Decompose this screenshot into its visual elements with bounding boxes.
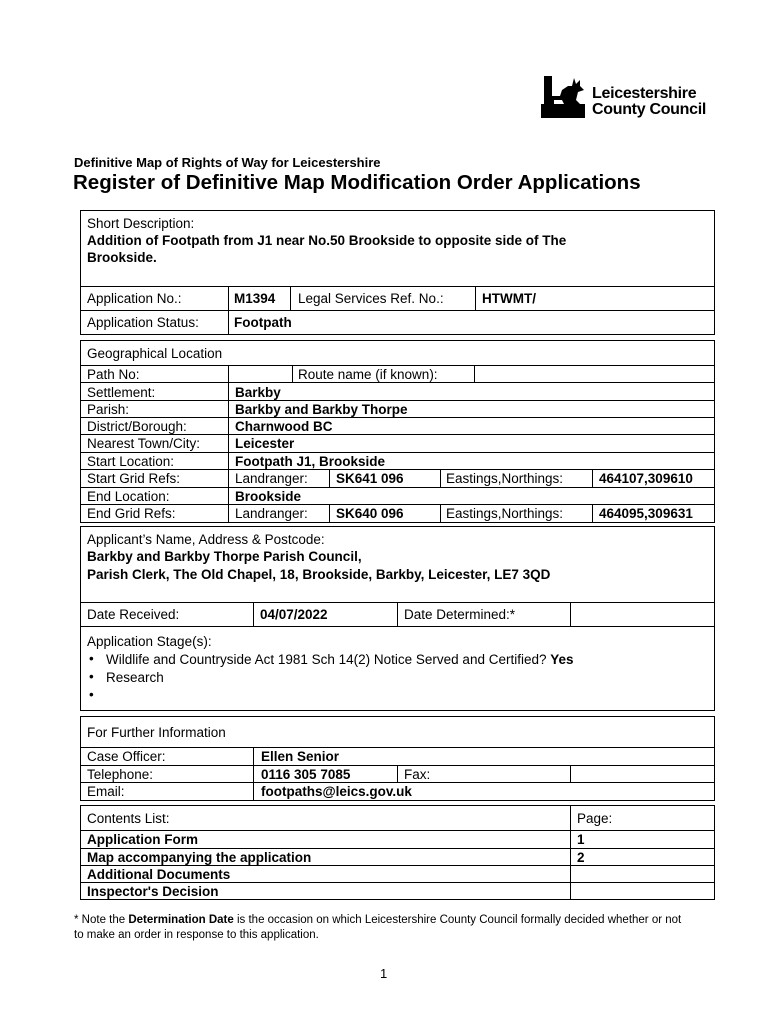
contents-row-name[interactable]: Map accompanying the application xyxy=(87,850,312,865)
short-description-line-2: Brookside. xyxy=(87,250,157,265)
applicant-line-2: Parish Clerk, The Old Chapel, 18, Brookside, Barkby, Leicester, LE7 3QD xyxy=(87,567,551,582)
application-status-label: Application Status: xyxy=(87,315,199,330)
date-determined-label: Date Determined:* xyxy=(404,607,516,622)
end-location-label: End Location: xyxy=(87,489,170,504)
bullet-icon: • xyxy=(89,651,94,666)
legal-ref-label: Legal Services Ref. No.: xyxy=(298,291,444,306)
logo-line-1: Leicestershire xyxy=(592,85,697,102)
bullet-icon: • xyxy=(89,687,94,702)
subheading: Definitive Map of Rights of Way for Leicestershire xyxy=(74,155,381,170)
start-location-value: Footpath J1, Brookside xyxy=(235,454,386,469)
case-officer-label: Case Officer: xyxy=(87,749,166,764)
start-landranger-value: SK641 096 xyxy=(336,471,404,486)
settlement-label: Settlement: xyxy=(87,385,156,400)
contents-row-page: 1 xyxy=(577,832,585,847)
contents-row-name[interactable]: Additional Documents xyxy=(87,867,231,882)
start-eastings-value: 464107,309610 xyxy=(599,471,693,486)
nearest-town-value: Leicester xyxy=(235,436,295,451)
geo-heading: Geographical Location xyxy=(87,346,223,361)
district-label: District/Borough: xyxy=(87,419,187,434)
short-description-line-1: Addition of Footpath from J1 near No.50 Brookside to opposite side of The xyxy=(87,233,567,248)
end-eastings-label: Eastings,Northings: xyxy=(446,506,564,521)
parish-value: Barkby and Barkby Thorpe xyxy=(235,402,408,417)
path-no-label: Path No: xyxy=(87,367,140,382)
start-grid-label: Start Grid Refs: xyxy=(87,471,181,486)
start-eastings-label: Eastings,Northings: xyxy=(446,471,564,486)
stage-item-1: Wildlife and Countryside Act 1981 Sch 14(2) Notice Served and Certified? Yes xyxy=(106,652,574,667)
stages-label: Application Stage(s): xyxy=(87,634,212,649)
parish-label: Parish: xyxy=(87,402,130,417)
case-officer-value: Ellen Senior xyxy=(261,749,340,764)
contents-row-name[interactable]: Inspector's Decision xyxy=(87,884,219,899)
applicant-label: Applicant’s Name, Address & Postcode: xyxy=(87,532,325,547)
end-grid-label: End Grid Refs: xyxy=(87,506,176,521)
end-landranger-value: SK640 096 xyxy=(336,506,404,521)
page-number: 1 xyxy=(380,966,388,981)
start-location-label: Start Location: xyxy=(87,454,175,469)
council-logo xyxy=(540,74,712,122)
contents-row-page: 2 xyxy=(577,850,585,865)
short-description-label: Short Description: xyxy=(87,216,195,231)
further-info-heading: For Further Information xyxy=(87,725,226,740)
application-no-label: Application No.: xyxy=(87,291,182,306)
route-name-label: Route name (if known): xyxy=(298,367,438,382)
telephone-label: Telephone: xyxy=(87,767,154,782)
email-label: Email: xyxy=(87,784,125,799)
date-received-value: 04/07/2022 xyxy=(260,607,328,622)
stage-item-2: Research xyxy=(106,670,164,685)
end-landranger-label: Landranger: xyxy=(235,506,308,521)
end-location-value: Brookside xyxy=(235,489,302,504)
application-status-value: Footpath xyxy=(234,315,292,330)
telephone-value: 0116 305 7085 xyxy=(261,767,351,782)
bullet-icon: • xyxy=(89,669,94,684)
settlement-value: Barkby xyxy=(235,385,281,400)
page-title: Register of Definitive Map Modification Order Applications xyxy=(73,171,641,194)
application-no-value: M1394 xyxy=(234,291,276,306)
determination-footnote: * Note the Determination Date is the occasion on which Leicestershire County Council formally decided whether or not to make an order in response to this application. xyxy=(74,914,682,941)
email-value: footpaths@leics.gov.uk xyxy=(261,784,412,799)
contents-page-label: Page: xyxy=(577,811,613,826)
applicant-line-1: Barkby and Barkby Thorpe Parish Council, xyxy=(87,549,362,564)
start-landranger-label: Landranger: xyxy=(235,471,308,486)
fox-emblem-icon xyxy=(540,74,590,120)
contents-row-name[interactable]: Application Form xyxy=(87,832,198,847)
legal-ref-value: HTWMT/ xyxy=(482,291,536,306)
end-eastings-value: 464095,309631 xyxy=(599,506,693,521)
fax-label: Fax: xyxy=(404,767,431,782)
contents-label: Contents List: xyxy=(87,811,170,826)
logo-line-2: County Council xyxy=(592,101,707,118)
nearest-town-label: Nearest Town/City: xyxy=(87,436,201,451)
date-received-label: Date Received: xyxy=(87,607,180,622)
district-value: Charnwood BC xyxy=(235,419,333,434)
